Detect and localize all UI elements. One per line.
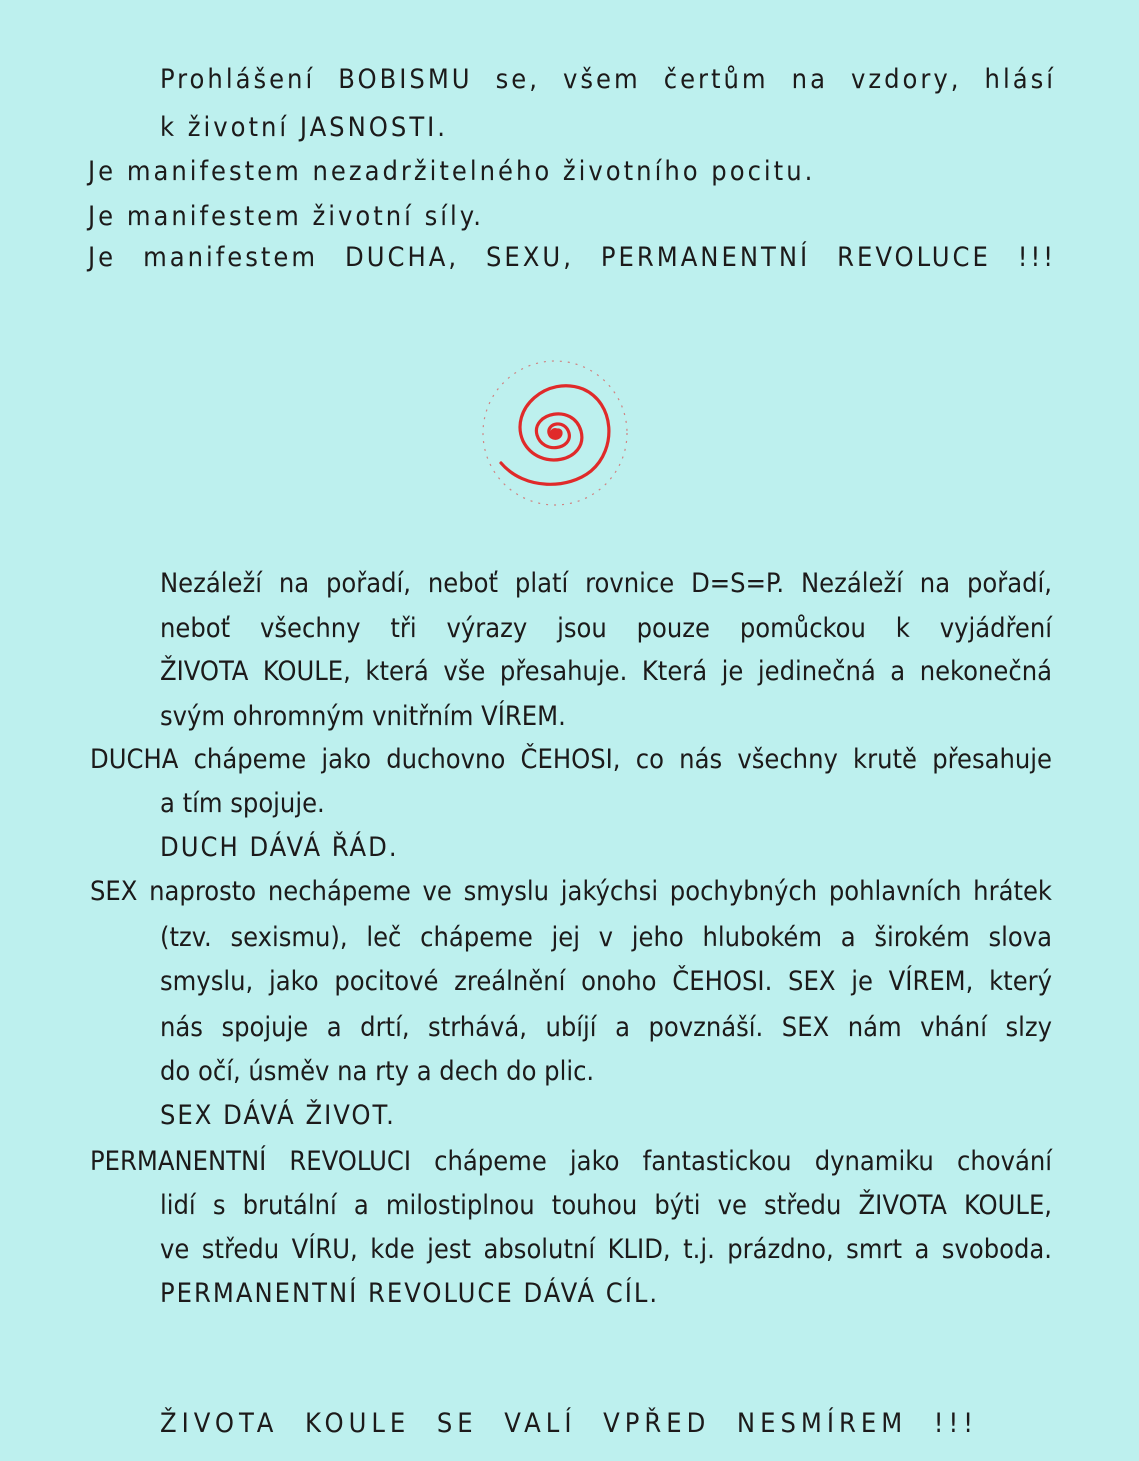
- body-sex-line-3: smyslu, jako pocitové zreálnění onoho ČEHOSI. SEX je VÍREM, který: [160, 966, 1052, 997]
- closing-line: ŽIVOTA KOULE SE VALÍ VPŘED NESMÍREM !!!: [160, 1408, 978, 1439]
- body-duch-line-1: DUCHA chápeme jako duchovno ČEHOSI, co nás všechny krutě přesahuje: [90, 744, 1052, 775]
- body-sex-line-6: SEX DÁVÁ ŽIVOT.: [160, 1100, 396, 1131]
- body-sex-line-2: (tzv. sexismu), leč chápeme jej v jeho hlubokém a širokém slova: [160, 922, 1052, 953]
- body-rev-line-4: PERMANENTNÍ REVOLUCE DÁVÁ CÍL.: [160, 1278, 660, 1309]
- body-p1-line-3: ŽIVOTA KOULE, která vše přesahuje. Která je jedinečná a nekonečná: [160, 656, 1052, 687]
- body-sex-line-5: do očí, úsměv na rty a dech do plic.: [160, 1056, 595, 1087]
- intro-line-1: Prohlášení BOBISMU se, všem čertům na vzdory, hlásí: [160, 64, 1056, 95]
- body-p1-line-1: Nezáleží na pořadí, neboť platí rovnice D=S=P. Nezáleží na pořadí,: [160, 568, 1052, 599]
- spiral-icon: [455, 345, 655, 515]
- body-sex-line-1: SEX naprosto nechápeme ve smyslu jakýchsi pochybných pohlavních hrátek: [90, 876, 1052, 907]
- body-rev-line-1: PERMANENTNÍ REVOLUCI chápeme jako fantastickou dynamiku chování: [90, 1146, 1052, 1177]
- body-p1-line-4: svým ohromným vnitřním VÍREM.: [160, 701, 566, 732]
- body-rev-line-2: lidí s brutální a milostiplnou touhou býti ve středu ŽIVOTA KOULE,: [160, 1190, 1052, 1221]
- intro-line-2: k životní JASNOSTI.: [160, 112, 449, 143]
- body-duch-line-2: a tím spojuje.: [160, 788, 325, 819]
- body-p1-line-2: neboť všechny tři výrazy jsou pouze pomůckou k vyjádření: [160, 613, 1052, 644]
- intro-line-5: Je manifestem DUCHA, SEXU, PERMANENTNÍ REVOLUCE !!!: [88, 242, 1056, 273]
- body-duch-line-3: DUCH DÁVÁ ŘÁD.: [160, 832, 399, 863]
- intro-line-3: Je manifestem nezadržitelného životního pocitu.: [88, 156, 816, 187]
- body-sex-line-4: nás spojuje a drtí, strhává, ubíjí a povznáší. SEX nám vhání slzy: [160, 1012, 1052, 1043]
- body-rev-line-3: ve středu VÍRU, kde jest absolutní KLID, t.j. prázdno, smrt a svoboda.: [160, 1234, 1052, 1265]
- intro-line-4: Je manifestem životní síly.: [88, 201, 485, 232]
